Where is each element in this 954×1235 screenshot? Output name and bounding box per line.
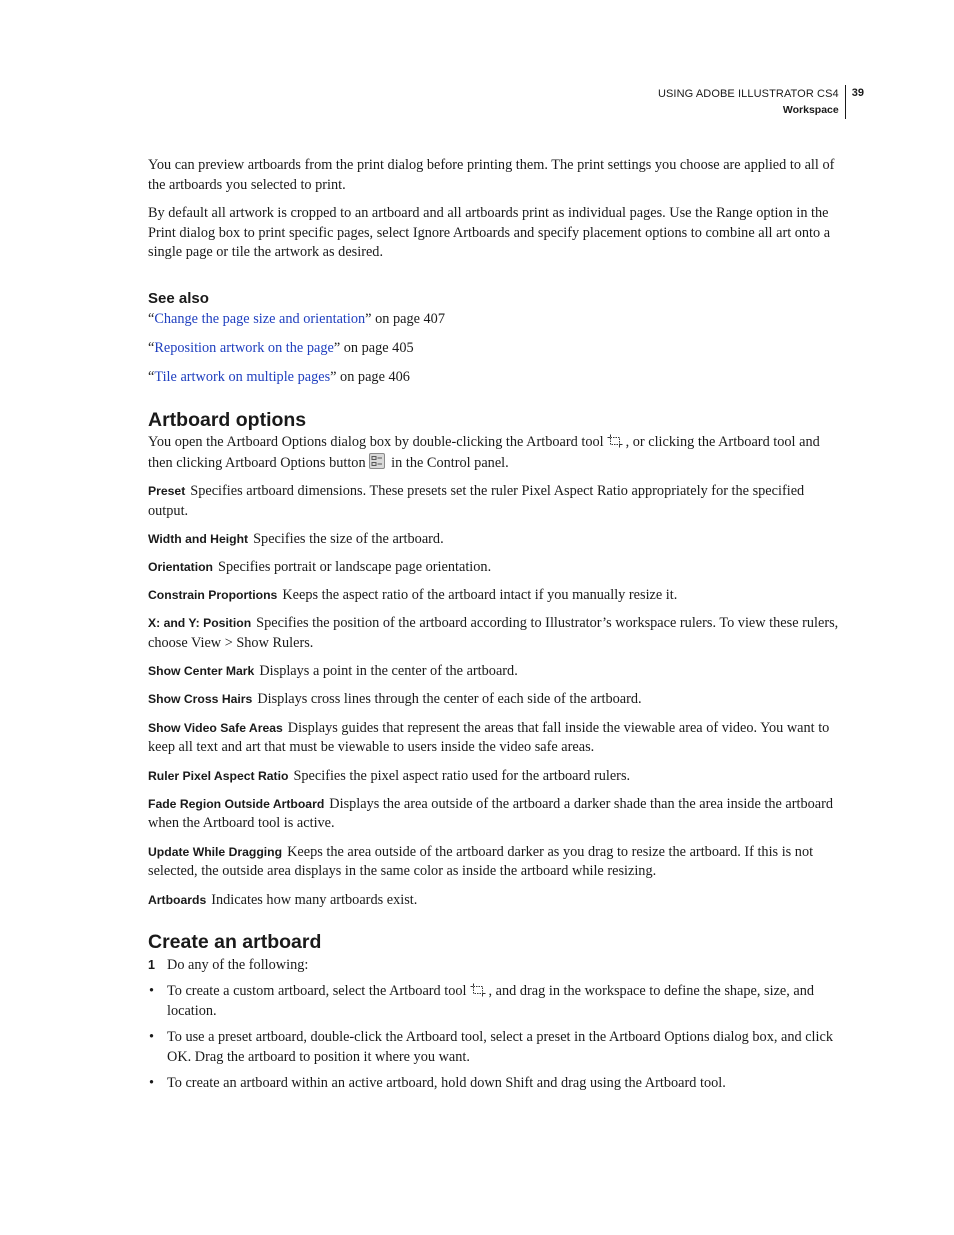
option-desc: Specifies portrait or landscape page orientation.: [218, 558, 492, 575]
option-term: Ruler Pixel Aspect Ratio: [148, 768, 289, 783]
option-term: Orientation: [148, 559, 214, 574]
intro-text-c: in the Control panel.: [387, 454, 509, 471]
step-1: [148, 956, 840, 976]
bullet-text-b: , and drag in the workspace to define the shape, size, and location.: [167, 983, 815, 1020]
step-text: Do any of the following:: [167, 957, 309, 974]
option-ruler-pixel-aspect-ratio: [148, 767, 840, 787]
artboard-options-button-icon: [369, 453, 385, 467]
bullet-marker: •: [149, 1029, 155, 1046]
see-also-item-2: [148, 339, 840, 359]
bullet-text: To use a preset artboard, double-click the Artboard tool, select a preset in the Artboard Options dialog box, and click OK. Drag the artboard to position it where you want.: [167, 1029, 833, 1066]
option-desc: Specifies the pixel aspect ratio used for the artboard rulers.: [293, 767, 631, 784]
option-show-cross-hairs: [148, 690, 840, 710]
option-term: Preset: [148, 483, 186, 498]
option-artboards: [148, 891, 840, 911]
option-desc: Specifies the position of the artboard according to Illustrator’s workspace rulers. To view these rulers, choose View > Show Rulers.: [148, 615, 839, 652]
intro-text-a: You open the Artboard Options dialog box by double-clicking the Artboard tool: [148, 433, 604, 450]
artboard-options-heading: Artboard options: [148, 408, 307, 431]
header-left: [658, 85, 846, 119]
option-width-height: [148, 530, 840, 550]
option-term: Show Video Safe Areas: [148, 720, 283, 735]
intro-paragraph-1: You can preview artboards from the print dialog before printing them. The print settings you choose are applied to all of the artboards you selected to print.: [148, 157, 835, 193]
link-tile-artwork[interactable]: Tile artwork on multiple pages: [154, 369, 331, 386]
link-change-page-size[interactable]: Change the page size and orientation: [154, 311, 366, 328]
intro-paragraph-2: By default all artwork is cropped to an artboard and all artboards print as individual pages. Use the Range option in the Print dialog box to print specific pages, select Ignore Artboards and specify placement options to combine all art onto a single page or tile the artwork as desired.: [148, 204, 831, 261]
option-desc: Displays the area outside of the artboard a darker shade than the area inside the artboard when the Artboard tool is active.: [148, 795, 834, 832]
intro-text-b: , or clicking the Artboard tool and then clicking Artboard Options button: [148, 433, 820, 471]
option-term: Show Center Mark: [148, 664, 255, 679]
option-term: Show Cross Hairs: [148, 692, 253, 707]
option-show-video-safe-areas: [148, 719, 840, 758]
artboard-options-intro: [148, 433, 840, 473]
option-term: Width and Height: [148, 531, 249, 546]
bullet-marker: •: [149, 1075, 155, 1092]
option-fade-region: [148, 795, 840, 834]
header-section: Workspace: [782, 104, 839, 116]
option-orientation: [148, 558, 840, 578]
open-quote: “: [148, 369, 155, 386]
page-number: 39: [851, 87, 864, 99]
bullet-text-a: To create a custom artboard, select the Artboard tool: [167, 983, 467, 1000]
see-also-item-1: [148, 310, 840, 330]
option-term: Artboards: [148, 892, 207, 907]
open-quote: “: [148, 340, 155, 357]
option-desc: Displays a point in the center of the artboard.: [259, 663, 518, 680]
option-term: Fade Region Outside Artboard: [148, 796, 325, 811]
see-also-heading: See also: [148, 290, 209, 308]
option-desc: Specifies the size of the artboard.: [253, 530, 444, 547]
option-desc: Keeps the aspect ratio of the artboard intact if you manually resize it.: [282, 587, 678, 604]
option-xy-position: [148, 614, 840, 653]
link-suffix: ” on page 407: [365, 311, 445, 328]
see-also-item-3: [148, 368, 840, 388]
artboard-tool-icon: [470, 983, 486, 997]
option-term: Update While Dragging: [148, 844, 283, 859]
step-number: 1: [148, 958, 155, 973]
option-term: Constrain Proportions: [148, 588, 278, 603]
option-show-center-mark: [148, 662, 840, 682]
open-quote: “: [148, 311, 155, 328]
bullet-preset-artboard: [148, 1028, 840, 1067]
link-reposition-artwork[interactable]: Reposition artwork on the page: [154, 340, 334, 357]
running-header: [658, 85, 864, 119]
option-desc: Displays cross lines through the center of each side of the artboard.: [257, 691, 642, 708]
header-title: USING ADOBE ILLUSTRATOR CS4: [657, 88, 839, 100]
page-body: [148, 156, 840, 1100]
bullet-custom-artboard: [148, 982, 840, 1021]
option-update-while-dragging: [148, 843, 840, 882]
link-suffix: ” on page 405: [333, 340, 414, 357]
option-desc: Displays guides that represent the areas that fall inside the viewable area of video. You want to keep all text and art that must be viewable to users inside the video safe areas.: [148, 719, 830, 756]
create-artboard-heading: Create an artboard: [148, 931, 322, 954]
bullet-text: To create an artboard within an active artboard, hold down Shift and drag using the Artboard tool.: [167, 1075, 726, 1092]
option-preset: [148, 482, 840, 521]
option-desc: Keeps the area outside of the artboard darker as you drag to resize the artboard. If this is not selected, the outside area displays in the same color as inside the artboard while resizing.: [148, 843, 814, 880]
option-constrain-proportions: [148, 586, 840, 606]
bullet-artboard-within: [148, 1074, 840, 1094]
option-term: X: and Y: Position: [148, 616, 252, 631]
option-desc: Indicates how many artboards exist.: [211, 891, 418, 908]
link-suffix: ” on page 406: [330, 369, 410, 386]
bullet-marker: •: [149, 983, 155, 1000]
option-desc: Specifies artboard dimensions. These presets set the ruler Pixel Aspect Ratio appropriately for the specified output.: [148, 482, 805, 519]
artboard-tool-icon: [607, 434, 623, 448]
